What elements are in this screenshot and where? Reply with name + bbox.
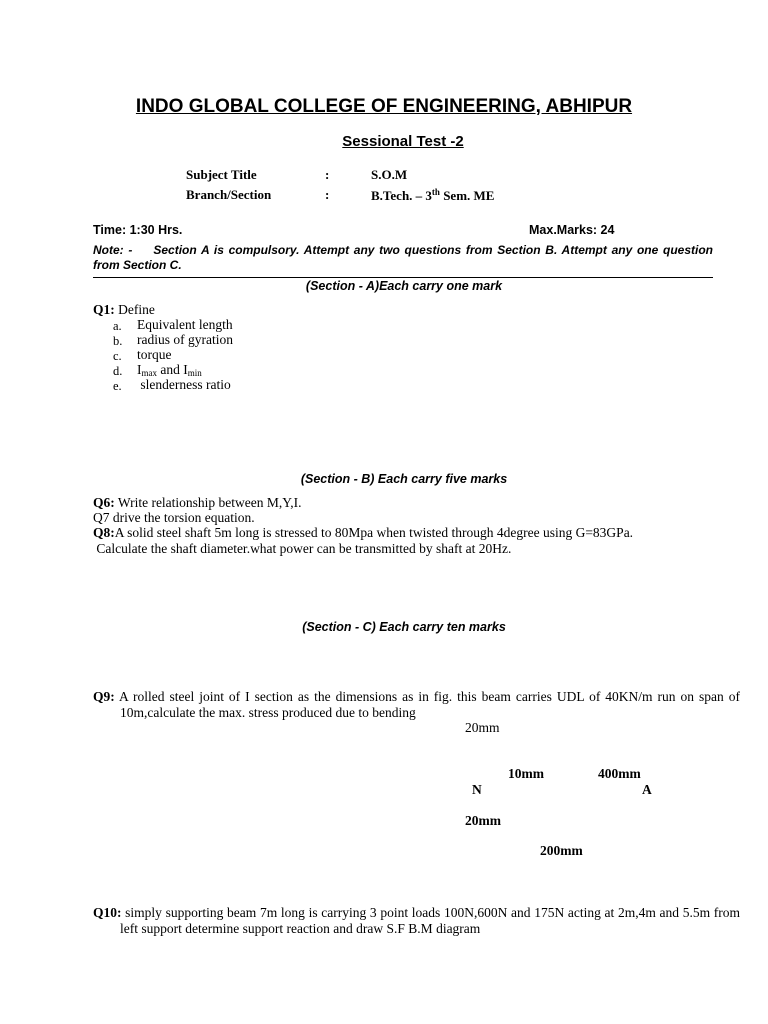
fig-depth-label: 400mm [598, 766, 641, 781]
q9 [93, 689, 740, 721]
list-item: slenderness ratio [137, 377, 231, 392]
q9-label: Q9: [93, 689, 115, 704]
time-allowed: Time: 1:30 Hrs. [93, 223, 183, 237]
q6 [93, 495, 302, 511]
note-label: Note: - [93, 243, 133, 257]
fig-web-label: 10mm [508, 766, 544, 781]
subscript-max: max [141, 368, 157, 378]
fig-top-flange-label: 20mm [465, 720, 500, 735]
list-marker: b. [113, 334, 123, 348]
subscript-min: min [187, 368, 202, 378]
list-item: Equivalent length [137, 317, 233, 332]
q8-text: A solid steel shaft 5m long is stressed to 80Mpa when twisted through 4degree using G=83GPa. [114, 525, 634, 540]
list-item [137, 362, 202, 378]
note-text: Section A is compulsory. Attempt any two questions from Section B. Attempt any one question from Section C. [93, 243, 713, 272]
section-b-heading: (Section - B) Each carry five marks [300, 472, 508, 486]
and-text: and I [157, 362, 188, 377]
list-marker: a. [113, 319, 122, 333]
branch-value-post: Sem. ME [439, 188, 495, 203]
branch-label: Branch/Section [186, 187, 272, 202]
subject-label: Subject Title [186, 167, 257, 182]
q10-text: simply supporting beam 7m long is carrying 3 point loads 100N,600N and 175N acting at 2m,4m and 5.5m from left support determine support reaction and draw S.F B.M diagram [120, 905, 740, 936]
subject-colon: : [325, 167, 330, 182]
subject-value: S.O.M [371, 167, 408, 182]
branch-colon: : [325, 187, 330, 202]
section-c-heading: (Section - C) Each carry ten marks [302, 620, 506, 634]
max-marks: Max.Marks: 24 [529, 223, 615, 237]
q8-label: Q8: [93, 525, 115, 540]
q8 [93, 525, 633, 541]
test-title: Sessional Test -2 [342, 133, 464, 150]
fig-bottom-flange-label: 20mm [465, 813, 501, 828]
section-a-heading: (Section - A)Each carry one mark [305, 279, 503, 293]
q10 [93, 905, 740, 937]
instructions-note [93, 243, 713, 273]
q9-text: A rolled steel joint of I section as the dimensions as in fig. this beam carries UDL of 40KN/m run on span of 10m,calculate the max. stress produced due to bending [114, 689, 740, 720]
list-item: radius of gyration [137, 332, 233, 347]
q8-continued: Calculate the shaft diameter.what power can be transmitted by shaft at 20Hz. [93, 541, 512, 556]
q1-label: Q1: [93, 302, 115, 317]
list-marker: c. [113, 349, 122, 363]
i-text: I [137, 362, 142, 377]
list-marker: d. [113, 364, 123, 378]
branch-value-pre: B.Tech. – 3 [371, 188, 432, 203]
q6-text: Write relationship between M,Y,I. [114, 495, 302, 510]
q10-label: Q10: [93, 905, 122, 920]
q6-label: Q6: [93, 495, 115, 510]
list-item: torque [137, 347, 172, 362]
q1 [93, 302, 155, 318]
q7: Q7 drive the torsion equation. [93, 510, 255, 525]
fig-n-label: N [472, 782, 482, 797]
q1-text: Define [114, 302, 155, 317]
fig-a-label: A [642, 782, 652, 797]
branch-value-sup: th [431, 187, 440, 197]
branch-value [371, 187, 494, 204]
college-title: INDO GLOBAL COLLEGE OF ENGINEERING, ABHIPUR [135, 96, 633, 117]
list-marker: e. [113, 379, 122, 393]
fig-width-label: 200mm [540, 843, 583, 858]
divider-line [93, 277, 713, 278]
